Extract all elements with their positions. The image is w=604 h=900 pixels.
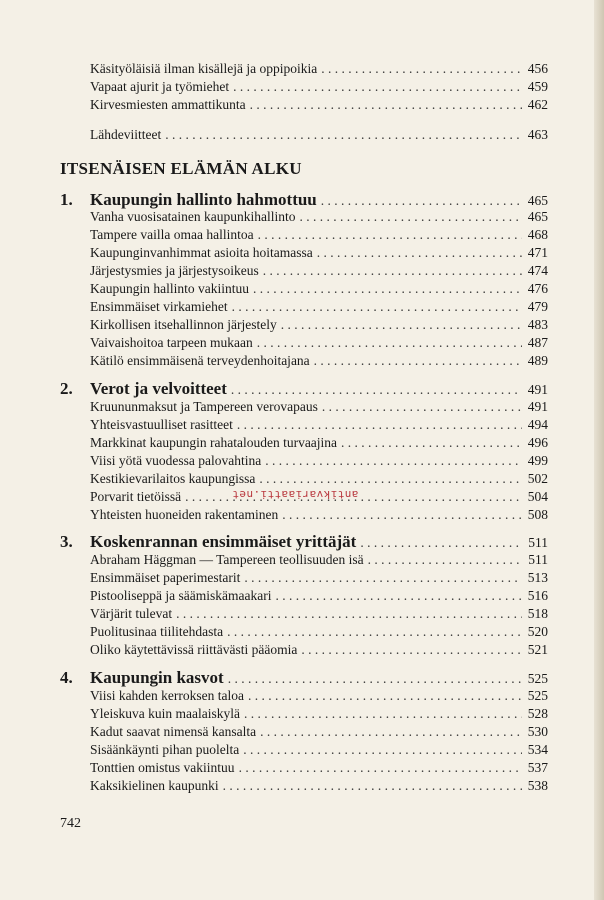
dot-leader (321, 60, 522, 78)
chapter-number: 1. (60, 190, 73, 209)
toc-entry-page: 459 (527, 79, 548, 94)
toc-entry-title: Vaivaishoitoa tarpeen mukaan (90, 335, 253, 350)
toc-entry (90, 452, 548, 470)
toc-entry-page: 471 (527, 245, 548, 260)
toc-entry-title: Lähdeviitteet (90, 127, 162, 142)
toc-entry-title: Puolitusinaa tiilitehdasta (90, 624, 224, 639)
toc-entry-page: 463 (527, 127, 548, 142)
dot-leader (317, 244, 522, 262)
watermark-stamp: antikvariaatti.net (232, 488, 359, 501)
toc-entry-title: Käsityöläisiä ilman kisällejä ja oppipoikia (90, 61, 318, 76)
toc-entry-page: 479 (527, 299, 548, 314)
chapter-number: 3. (60, 532, 73, 551)
toc-entry-page: 499 (527, 453, 548, 468)
dot-leader (282, 506, 522, 524)
toc-entry (90, 280, 548, 298)
toc-entry-page: 483 (527, 317, 548, 332)
toc-entry-title: Kaupungin hallinto vakiintuu (90, 281, 249, 296)
toc-entry-title: Kaksikielinen kaupunki (90, 778, 219, 793)
dot-leader (223, 777, 522, 795)
dot-leader (237, 416, 522, 434)
dot-leader (227, 623, 522, 641)
dot-leader (314, 352, 522, 370)
dot-leader (176, 605, 522, 623)
toc-entry-page: 496 (527, 435, 548, 450)
toc-entry (90, 470, 548, 488)
toc-entry (90, 398, 548, 416)
toc-entry-page: 525 (527, 688, 548, 703)
page-number: 742 (60, 816, 81, 831)
toc-entry-page: 468 (527, 227, 548, 242)
dot-leader (260, 723, 522, 741)
dot-leader (265, 452, 522, 470)
dot-leader (322, 398, 522, 416)
dot-leader (243, 741, 522, 759)
toc-entry (90, 352, 548, 370)
chapter-title: Kaupungin hallinto hahmottuu (90, 190, 317, 209)
dot-leader (341, 434, 522, 452)
toc-entry (90, 126, 548, 144)
toc-entry-page: 537 (527, 760, 548, 775)
toc-entry-page: 474 (527, 263, 548, 278)
toc-entry (90, 298, 548, 316)
toc-entry-page: 489 (527, 353, 548, 368)
toc-entry-page: 528 (527, 706, 548, 721)
toc-entry (90, 434, 548, 452)
toc-entry-title: Tonttien omistus vakiintuu (90, 760, 235, 775)
toc-entry (90, 641, 548, 659)
toc-entry-page: 456 (527, 61, 548, 76)
toc-entry-title: Porvarit tietöissä (90, 489, 182, 504)
toc-entry-page: 487 (527, 335, 548, 350)
toc-entry-title: Kätilö ensimmäisenä terveydenhoitajana (90, 353, 310, 368)
toc-entry-title: Oliko käytettävissä riittävästi pääomia (90, 642, 298, 657)
toc-entry-title: Yhteisvastuulliset rasitteet (90, 417, 233, 432)
toc-entry-page: 465 (527, 209, 548, 224)
dot-leader (299, 208, 522, 226)
dot-leader (301, 641, 522, 659)
toc-entry (90, 244, 548, 262)
toc-entry-page: 462 (527, 97, 548, 112)
toc-entry-title: Kestikievarilaitos kaupungissa (90, 471, 256, 486)
toc-entry (90, 78, 548, 96)
chapter-heading (60, 668, 548, 689)
toc-entry-page: 518 (527, 606, 548, 621)
dot-leader (368, 551, 522, 569)
dot-leader (275, 587, 522, 605)
toc-entry (90, 587, 548, 605)
dot-leader (165, 126, 522, 144)
toc-entry-page: 520 (527, 624, 548, 639)
toc-entry-title: Vanha vuosisatainen kaupunkihallinto (90, 209, 296, 224)
toc-entry-title: Värjärit tulevat (90, 606, 173, 621)
toc-entry-title: Kaupunginvanhimmat asioita hoitamassa (90, 245, 313, 260)
chapter-heading (60, 379, 548, 400)
toc-entry-page: 538 (527, 778, 548, 793)
dot-leader (257, 334, 522, 352)
chapter-number: 2. (60, 379, 73, 398)
dot-leader (281, 316, 522, 334)
toc-entry-page: 534 (527, 742, 548, 757)
toc-entry-page: 508 (527, 507, 548, 522)
toc-entry (90, 262, 548, 280)
toc-entry-title: Abraham Häggman — Tampereen teollisuuden isä (90, 552, 364, 567)
toc-entry (90, 316, 548, 334)
dot-leader (259, 470, 522, 488)
toc-entry-page: 513 (527, 570, 548, 585)
toc-entry-page: 491 (527, 399, 548, 414)
toc-entry-title: Viisi kahden kerroksen taloa (90, 688, 245, 703)
toc-entry-title: Kirvesmiesten ammattikunta (90, 97, 246, 112)
toc-entry (90, 506, 548, 524)
toc-entry (90, 60, 548, 78)
toc-entry (90, 208, 548, 226)
chapter-page: 511 (528, 535, 548, 550)
toc-entry (90, 777, 548, 795)
toc-entry-page: 502 (527, 471, 548, 486)
toc-entry-title: Markkinat kaupungin rahatalouden turvaajina (90, 435, 338, 450)
toc-entry-title: Kadut saavat nimensä kansalta (90, 724, 257, 739)
toc-entry (90, 226, 548, 244)
chapter-page: 491 (527, 382, 548, 397)
chapter-title: Koskenrannan ensimmäiset yrittäjät (90, 532, 357, 551)
toc-entry (90, 334, 548, 352)
toc-entry-title: Tampere vailla omaa hallintoa (90, 227, 254, 242)
toc-entry-page: 504 (527, 489, 548, 504)
toc-entry (90, 705, 548, 723)
toc-entry-title: Sisäänkäynti pihan puolelta (90, 742, 240, 757)
toc-entry (90, 759, 548, 777)
dot-leader (258, 226, 522, 244)
toc-entry-page: 511 (528, 552, 548, 567)
toc-entry-title: Pistooliseppä ja säämiskämaakari (90, 588, 272, 603)
dot-leader (360, 533, 522, 553)
toc-entry (90, 723, 548, 741)
toc-entry-title: Viisi yötä vuodessa palovahtina (90, 453, 262, 468)
toc-entry-page: 494 (527, 417, 548, 432)
dot-leader (244, 705, 522, 723)
chapter-title: Kaupungin kasvot (90, 668, 224, 687)
part-title: ITSENÄISEN ELÄMÄN ALKU (60, 159, 302, 178)
toc-entry (90, 687, 548, 705)
chapter-title: Verot ja velvoitteet (90, 379, 227, 398)
toc-entry (90, 569, 548, 587)
toc-entry-title: Ensimmäiset virkamiehet (90, 299, 228, 314)
toc-entry-page: 530 (527, 724, 548, 739)
toc-entry (90, 741, 548, 759)
toc-entry-page: 516 (527, 588, 548, 603)
toc-entry-title: Kruununmaksut ja Tampereen verovapaus (90, 399, 318, 414)
toc-entry-title: Kirkollisen itsehallinnon järjestely (90, 317, 277, 332)
chapter-heading (60, 532, 548, 553)
dot-leader (250, 96, 522, 114)
toc-entry-title: Yhteisten huoneiden rakentaminen (90, 507, 279, 522)
toc-entry-title: Vapaat ajurit ja työmiehet (90, 79, 230, 94)
chapter-page: 465 (527, 193, 548, 208)
dot-leader (228, 669, 522, 689)
dot-leader (231, 380, 522, 400)
dot-leader (239, 759, 522, 777)
dot-leader (233, 78, 522, 96)
toc-entry-page: 521 (527, 642, 548, 657)
chapter-number: 4. (60, 668, 73, 687)
dot-leader (253, 280, 522, 298)
toc-entry (90, 416, 548, 434)
toc-entry-title: Ensimmäiset paperimestarit (90, 570, 241, 585)
dot-leader (244, 569, 522, 587)
toc-entry-title: Järjestysmies ja järjestysoikeus (90, 263, 259, 278)
toc-entry (90, 605, 548, 623)
dot-leader (232, 298, 522, 316)
toc-entry (90, 551, 548, 569)
toc-entry-page: 476 (527, 281, 548, 296)
page-edge-shadow (594, 0, 604, 900)
toc-entry (90, 96, 548, 114)
toc-entry (90, 623, 548, 641)
dot-leader (263, 262, 522, 280)
toc-entry-title: Yleiskuva kuin maalaiskylä (90, 706, 240, 721)
dot-leader (248, 687, 522, 705)
chapter-page: 525 (527, 671, 548, 686)
